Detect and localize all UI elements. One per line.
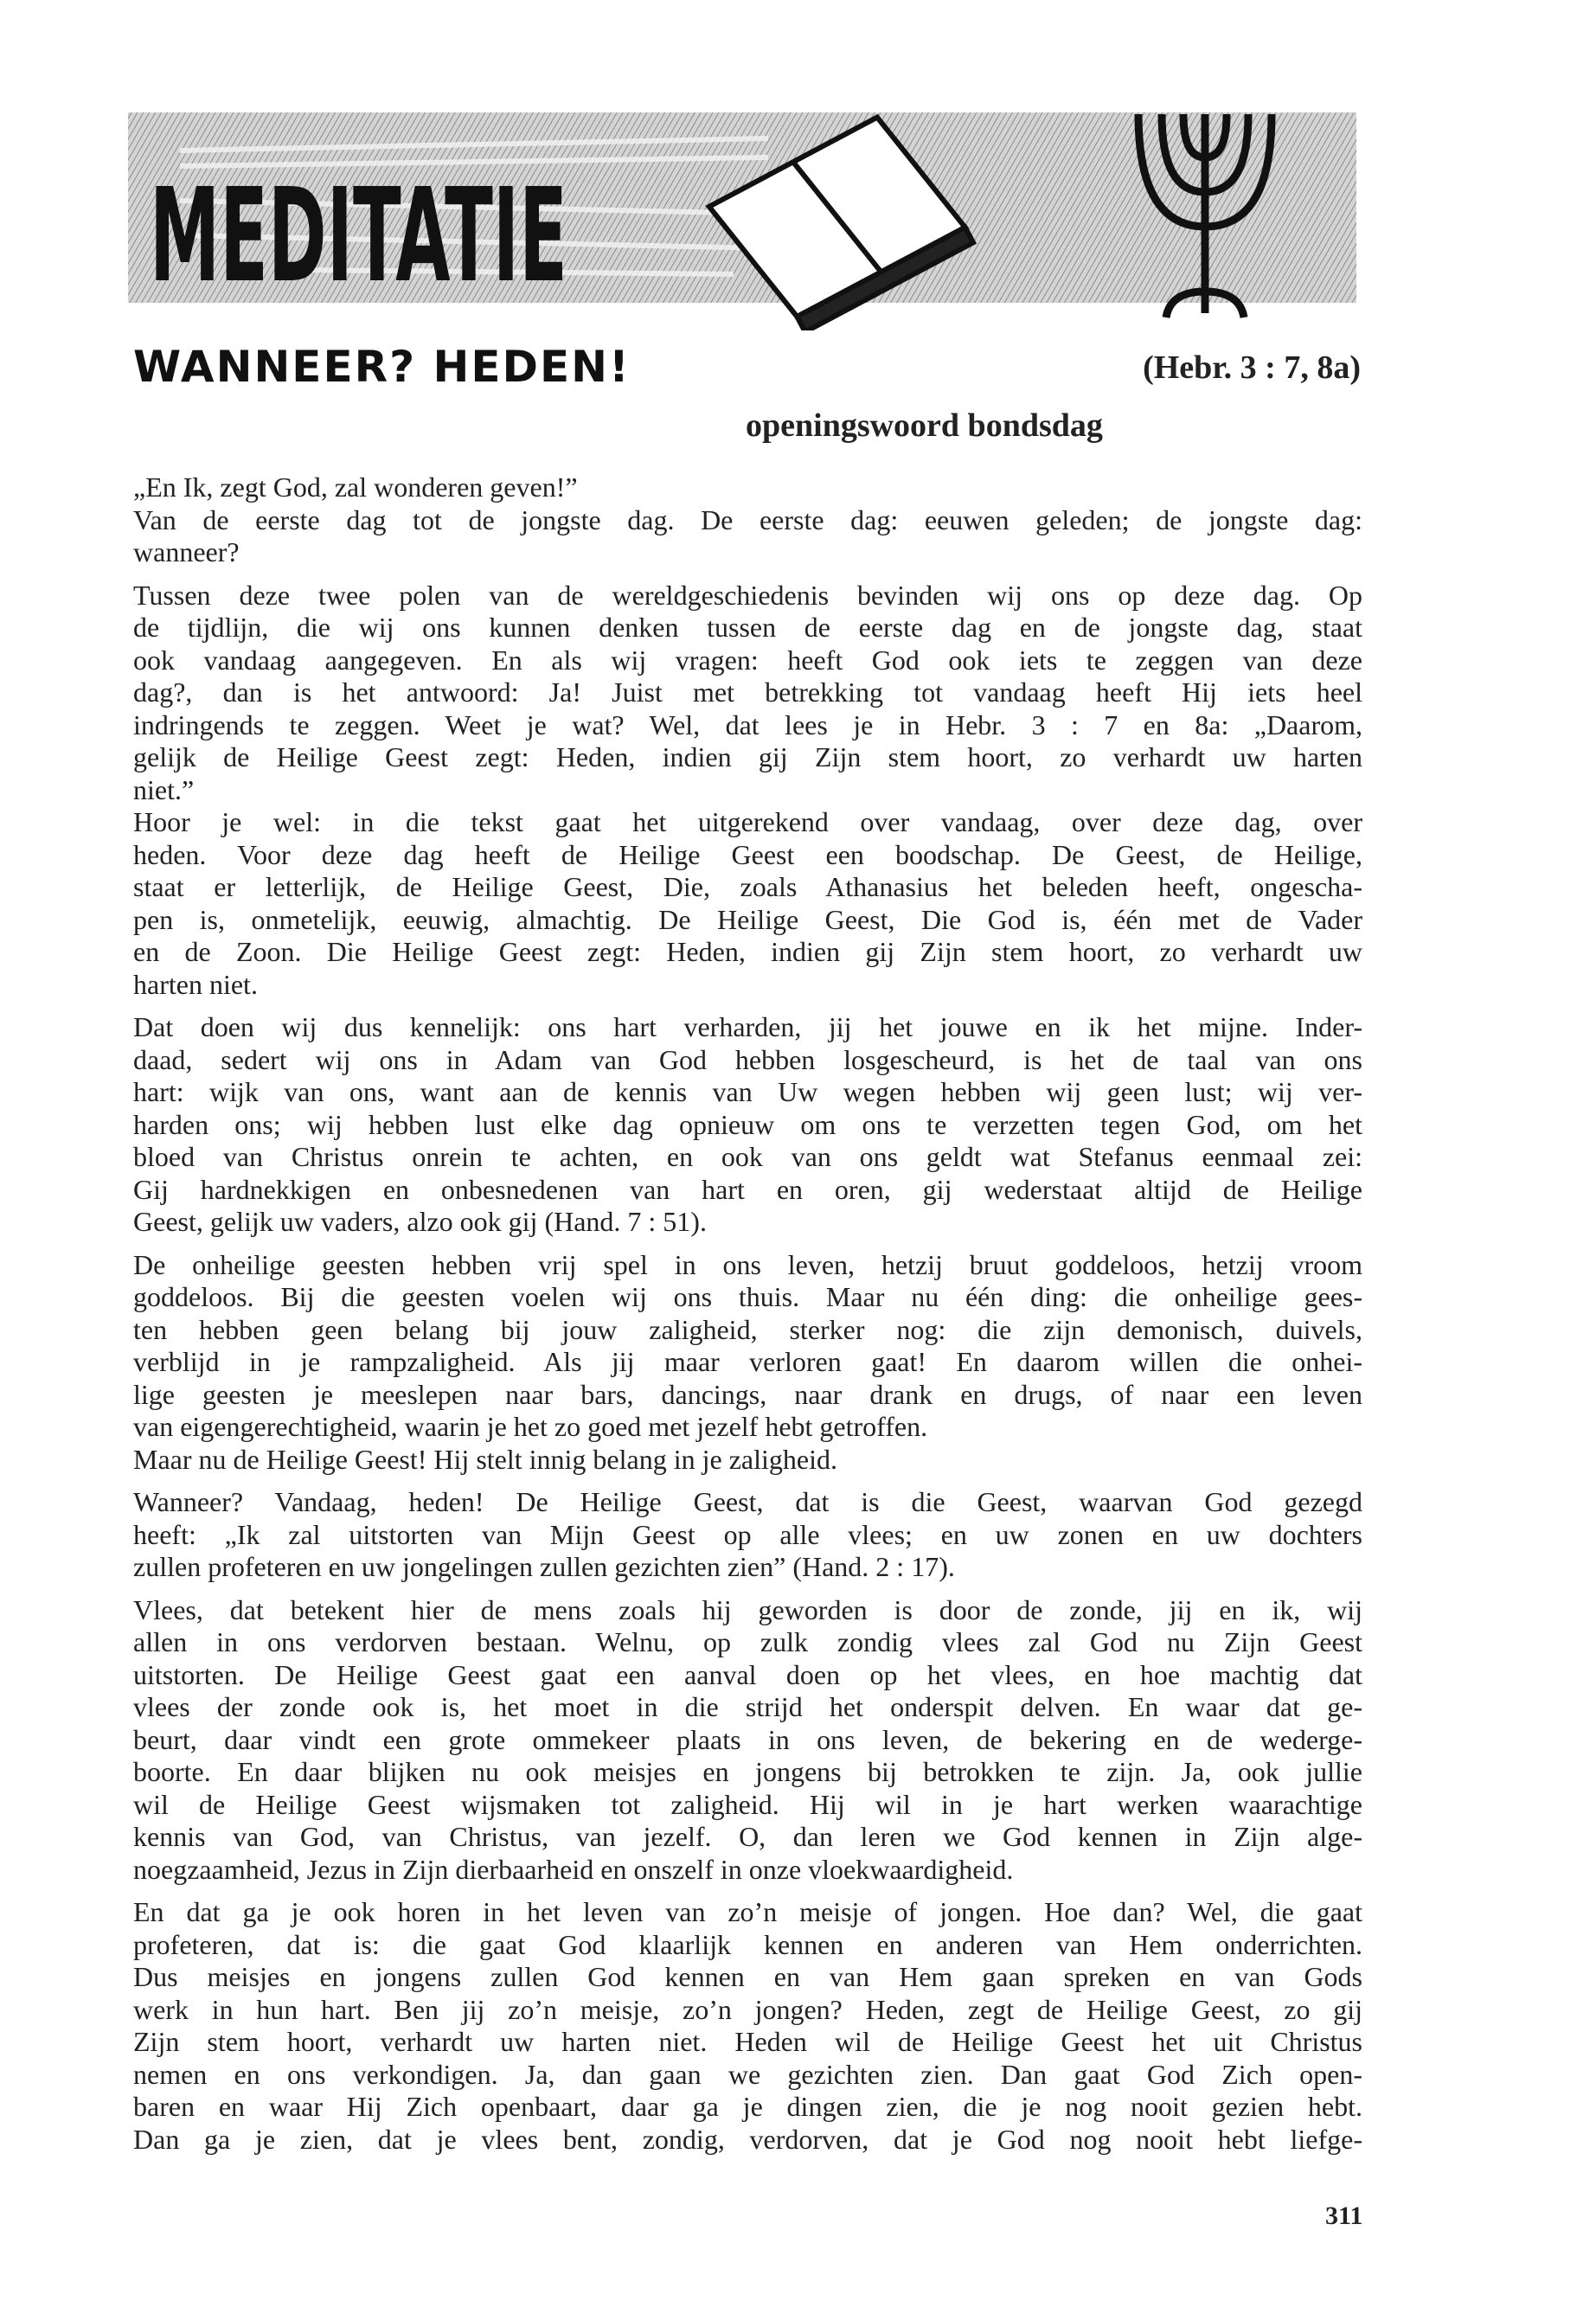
paragraph <box>133 1444 1362 1477</box>
text-line: werk in hun hart. Ben jij zo’n meisje, zo’n jongen? Heden, zegt de Heilige Geest, zo gij <box>133 1993 1362 2025</box>
text-line: uitstorten. De Heilige Geest gaat een aanval doen op het vlees, en hoe machtig dat <box>133 1658 1362 1690</box>
text-line: beurt, daar vindt een grote ommekeer plaats in ons leven, de bekering en de wederge- <box>133 1723 1362 1755</box>
text-line: harten niet. <box>133 968 258 1000</box>
text-line: Zijn stem hoort, verhardt uw harten niet. Heden wil de Heilige Geest het uit Christus <box>133 2026 1362 2057</box>
text-line: staat er letterlijk, de Heilige Geest, Die, zoals Athanasius het beleden heeft, ongescha- <box>133 871 1362 902</box>
text-line: Vlees, dat betekent hier de mens zoals hij geworden is door de zonde, jij en ik, wij <box>133 1593 1362 1625</box>
text-line: baren en waar Hij Zich openbaart, daar ga je dingen zien, die je nog nooit gezien hebt. <box>133 2091 1362 2122</box>
text-line: Dan ga je zien, dat je vlees bent, zondig, verdorven, dat je God nog nooit hebt liefge- <box>133 2123 1362 2155</box>
text-line: Tussen deze twee polen van de wereldgeschiedenis bevinden wij ons op deze dag. Op <box>133 579 1362 611</box>
text-line: boorte. En daar blijken nu ook meisjes en jongens bij betrokken te zijn. Ja, ook jullie <box>133 1756 1362 1787</box>
scripture-reference: (Hebr. 3 : 7, 8a) <box>1143 349 1361 386</box>
text-line: lige geesten je meeslepen naar bars, dancings, naar drank en drugs, of naar een leven <box>133 1378 1362 1410</box>
paragraph <box>133 1594 1362 1887</box>
text-line: en de Zoon. Die Heilige Geest zegt: Heden, indien gij Zijn stem hoort, zo verhardt uw <box>133 936 1362 967</box>
text-line: heden. Voor deze dag heeft de Heilige Geest een boodschap. De Geest, de Heilige, <box>133 838 1362 870</box>
text-line: dag?, dan is het antwoord: Ja! Juist met betrekking tot vandaag heeft Hij iets heel <box>133 676 1362 708</box>
text-line: Van de eerste dag tot de jongste dag. De eerste dag: eeuwen geleden; de jongste dag: <box>133 503 1362 535</box>
paragraph <box>133 504 1362 569</box>
paragraph <box>133 1896 1362 2156</box>
text-line: wanneer? <box>133 536 240 567</box>
page-number: 311 <box>1325 2202 1363 2230</box>
text-line: zullen profeteren en uw jongelingen zullen gezichten zien” (Hand. 2 : 17). <box>133 1551 955 1582</box>
paragraph <box>133 1011 1362 1239</box>
paragraph <box>133 1486 1362 1584</box>
paragraph <box>133 806 1362 1001</box>
text-line: niet.” <box>133 773 195 805</box>
text-line: profeteren, dat is: die gaat God klaarlijk kennen en anderen van Hem onderrichten. <box>133 1928 1362 1960</box>
text-line: van eigengerechtigheid, waarin je het zo goed met jezelf hebt getroffen. <box>133 1411 928 1442</box>
text-line: bloed van Christus onrein te achten, en ook van ons geldt wat Stefanus eenmaal zei: <box>133 1141 1362 1172</box>
text-line: de tijdlijn, die wij ons kunnen denken tussen de eerste dag en de jongste dag, staat <box>133 612 1362 643</box>
text-line: ook vandaag aangegeven. En als wij vragen: heeft God ook iets te zeggen van deze <box>133 644 1362 676</box>
text-line: noegzaamheid, Jezus in Zijn dierbaarheid en onszelf in onze vloekwaardigheid. <box>133 1853 1014 1885</box>
text-line: nemen en ons verkondigen. Ja, dan gaan we gezichten zien. Dan gaat God Zich open- <box>133 2058 1362 2090</box>
text-line: harden ons; wij hebben lust elke dag opnieuw om ons te verzetten tegen God, om het <box>133 1108 1362 1140</box>
article-body <box>133 471 1362 2166</box>
text-line: daad, sedert wij ons in Adam van God hebben losgescheurd, is het de taal van ons <box>133 1043 1362 1075</box>
paragraph <box>133 580 1362 807</box>
paragraph <box>133 471 1362 504</box>
text-line: Maar nu de Heilige Geest! Hij stelt innig belang in je zaligheid. <box>133 1443 837 1475</box>
text-line: Hoor je wel: in die tekst gaat het uitgerekend over vandaag, over deze dag, over <box>133 806 1362 837</box>
text-line: goddeloos. Bij die geesten voelen wij ons thuis. Maar nu één ding: die onheilige gees- <box>133 1281 1362 1312</box>
text-line: De onheilige geesten hebben vrij spel in ons leven, hetzij bruut goddeloos, hetzij vroom <box>133 1248 1362 1280</box>
article-title: WANNEER? HEDEN! <box>133 342 631 392</box>
text-line: hart: wijk van ons, want aan de kennis van Uw wegen hebben wij geen lust; wij ver- <box>133 1076 1362 1107</box>
text-line: pen is, onmetelijk, eeuwig, almachtig. De Heilige Geest, Die God is, één met de Vader <box>133 903 1362 935</box>
text-line: Geest, gelijk uw vaders, alzo ook gij (Hand. 7 : 51). <box>133 1206 707 1237</box>
meditatie-logo-text: MEDITATIE <box>150 161 567 312</box>
text-line: „En Ik, zegt God, zal wonderen geven!” <box>133 471 578 503</box>
text-line: Dat doen wij dus kennelijk: ons hart verharden, jij het jouwe en ik het mijne. Inder- <box>133 1011 1362 1042</box>
text-line: vlees der zonde ook is, het moet in die strijd het onderspit delven. En waar dat ge- <box>133 1691 1362 1722</box>
text-line: Wanneer? Vandaag, heden! De Heilige Geest, dat is die Geest, waarvan God gezegd <box>133 1486 1362 1517</box>
text-line: heeft: „Ik zal uitstorten van Mijn Geest op alle vlees; en uw zonen en uw dochters <box>133 1518 1362 1550</box>
article-subtitle: openingswoord bondsdag <box>746 407 1103 444</box>
text-line: allen in ons verdorven bestaan. Welnu, op zulk zondig vlees zal God nu Zijn Geest <box>133 1626 1362 1657</box>
text-line: ten hebben geen belang bij jouw zaligheid, sterker nog: die zijn demonisch, duivels, <box>133 1313 1362 1345</box>
text-line: En dat ga je ook horen in het leven van zo’n meisje of jongen. Hoe dan? Wel, die gaat <box>133 1896 1362 1927</box>
text-line: indringends te zeggen. Weet je wat? Wel, dat lees je in Hebr. 3 : 7 en 8a: „Daarom, <box>133 708 1362 740</box>
meditatie-banner <box>128 97 1365 330</box>
text-line: Gij hardnekkigen en onbesnedenen van hart en oren, gij wederstaat altijd de Heilige <box>133 1173 1362 1205</box>
paragraph <box>133 1249 1362 1444</box>
text-line: kennis van God, van Christus, van jezelf. O, dan leren we God kennen in Zijn alge- <box>133 1821 1362 1852</box>
text-line: wil de Heilige Geest wijsmaken tot zaligheid. Hij wil in je hart werken waarachtige <box>133 1788 1362 1820</box>
text-line: gelijk de Heilige Geest zegt: Heden, indien gij Zijn stem hoort, zo verhardt uw harten <box>133 741 1362 772</box>
text-line: Dus meisjes en jongens zullen God kennen en van Hem gaan spreken en van Gods <box>133 1961 1362 1992</box>
text-line: verblijd in je rampzaligheid. Als jij maar verloren gaat! En daarom willen die onhei- <box>133 1346 1362 1377</box>
